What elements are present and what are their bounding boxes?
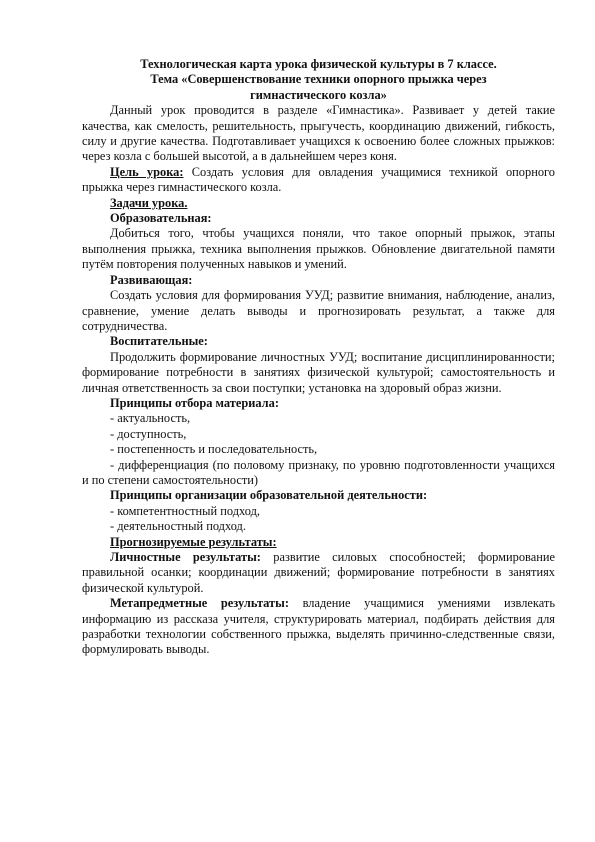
- org-heading: Принципы организации образовательной деятельности:: [110, 488, 428, 503]
- meta-results: [82, 596, 555, 658]
- principles-list: [82, 411, 555, 488]
- dev-heading: Развивающая:: [110, 272, 193, 287]
- dev-text: Создать условия для формирования УУД; развитие внимания, наблюдение, анализ, сравнение, умение делать выводы и прогнозировать результат, а также для сотрудничества.: [82, 288, 555, 333]
- principles-heading: Принципы отбора материала:: [110, 395, 279, 410]
- personal-label: Личностные результаты:: [110, 550, 261, 564]
- principles-item: - доступность,: [110, 426, 187, 441]
- principles-item: - актуальность,: [110, 411, 191, 426]
- org-list: [82, 504, 555, 535]
- principles-item: - дифференциация (по половому признаку, по уровню подготовленности учащихся и по степени самостоятельности): [82, 457, 555, 487]
- title-line-1: Технологическая карта урока физической культуры в 7 классе.: [140, 57, 497, 71]
- intro-paragraph: Данный урок проводится в разделе «Гимнастика». Развивает у детей такие качества, как смелость, решительность, прыгучесть, координацию движений, гибкость, силу и другие качества. Подготавливает учащихся к освоению более сложных прыжков: через козла с большей высотой, а в дальнейшем через коня.: [82, 103, 555, 164]
- upb-heading: Воспитательные:: [110, 334, 208, 349]
- edu-text: Добиться того, чтобы учащихся поняли, что такое опорный прыжок, этапы выполнения прыжка, техника выполнения прыжков. Обновление двигательной памяти путём повторения полученных навыков и умений.: [82, 226, 555, 272]
- principles-item: - постепенность и последовательность,: [110, 442, 318, 457]
- org-item: - компетентностный подход,: [110, 503, 260, 518]
- upb-text: Продолжить формирование личностных УУД; воспитание дисциплинированности; формирование потребности в занятиях физической культурой; самостоятельность и личная ответственность за свои поступки; установка на здоровый образ жизни.: [82, 349, 555, 395]
- tasks-heading: Задачи урока.: [110, 195, 188, 210]
- personal-results: [82, 550, 555, 596]
- goal-text: Создать условия для овладения учащимися техникой опорного прыжка через гимнастического козла.: [82, 164, 555, 195]
- org-item: - деятельностный подход.: [110, 519, 246, 534]
- edu-heading: Образовательная:: [110, 211, 212, 226]
- title-line-2: Тема «Совершенствование техники опорного прыжка через: [150, 72, 487, 87]
- results-heading: Прогнозируемые результаты:: [110, 534, 277, 549]
- document-title: [82, 57, 555, 103]
- personal-text: развитие силовых способностей; формирование правильной осанки; координации движений; формирование потребности в занятиях физической культурой.: [82, 550, 555, 595]
- document-page: [82, 57, 555, 658]
- goal-label: Цель урока:: [110, 164, 184, 179]
- meta-text: владение учащимися умениями извлекать информацию из рассказа учителя, структурировать материал, подбирать действия для разработки технологии собственного прыжка, выделять причинно-следственные связи, формулировать выводы.: [82, 596, 555, 657]
- meta-label: Метапредметные результаты:: [110, 596, 289, 611]
- goal-paragraph: [82, 165, 555, 196]
- title-line-3: гимнастического козла»: [250, 87, 387, 102]
